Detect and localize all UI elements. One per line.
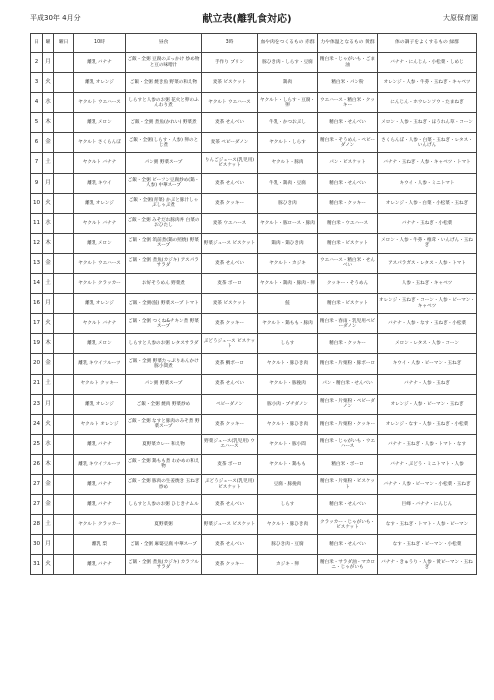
yellow-group-cell: 精白米・せんべい <box>318 173 378 193</box>
ten-snack-cell: ヤクルト オレンジ <box>74 414 126 434</box>
lunch-cell: ご飯・全粥 筑前煮(鶏の照焼) 野菜スープ <box>126 233 202 253</box>
day-cell: 21 <box>31 374 43 394</box>
snack-label-cell <box>54 474 74 494</box>
col-header-yellow-group: 力や体温となるもの 黄群 <box>318 34 378 53</box>
lunch-cell: ご飯・全粥 焼き魚 野菜の和え物 <box>126 73 202 93</box>
weekday-cell: 火 <box>43 314 54 334</box>
table-row <box>31 133 477 153</box>
yellow-group-cell: 精白米・じゃがいも・ごま油 <box>318 53 378 73</box>
weekday-cell: 月 <box>43 535 54 555</box>
table-row <box>31 294 477 314</box>
table-row <box>31 274 477 294</box>
snack-label-cell <box>54 535 74 555</box>
table-row <box>31 113 477 133</box>
three-snack-cell: 麦茶 せんべい <box>202 495 258 515</box>
red-group-cell: 豚ひき肉 <box>258 193 318 213</box>
red-group-cell: カジキ・卵 <box>258 555 318 575</box>
green-group-cell: バナナ・玉ねぎ・小松菜 <box>378 213 477 233</box>
day-cell: 24 <box>31 414 43 434</box>
red-group-cell: ヤクルト・鶏肉・豚肉・卵 <box>258 274 318 294</box>
lunch-cell: ご飯・全粥 煮魚(カジキ) カラフルサラダ <box>126 555 202 575</box>
lunch-cell: ご飯・全粥(しらす・人参) 卵のとじ煮 <box>126 133 202 153</box>
snack-label-cell <box>54 113 74 133</box>
red-group-cell: ヤクルト・鶏もも・豚肉 <box>258 314 318 334</box>
three-snack-cell: 麦茶 ビスケット <box>202 294 258 314</box>
green-group-cell: 人参・玉ねぎ・キャベツ <box>378 274 477 294</box>
snack-label-cell <box>54 93 74 113</box>
day-cell: 28 <box>31 515 43 535</box>
ten-snack-cell: 離乳 オレンジ <box>74 193 126 213</box>
day-cell: 5 <box>31 113 43 133</box>
snack-label-cell <box>54 495 74 515</box>
table-header-row <box>31 34 477 53</box>
green-group-cell: アスパラガス・レタス・人参・トマト <box>378 253 477 273</box>
weekday-cell: 金 <box>43 354 54 374</box>
snack-label-cell <box>54 394 74 414</box>
snack-label-cell <box>54 314 74 334</box>
green-group-cell: メロン・人参・牛蒡・椎茸・いんげん・玉ねぎ <box>378 233 477 253</box>
weekday-cell: 木 <box>43 454 54 474</box>
lunch-cell: ご飯・全粥 麻婆豆腐 中華スープ <box>126 535 202 555</box>
yellow-group-cell: 精白米・片栗粉・ペビーダノン <box>318 394 378 414</box>
page-header <box>0 10 494 26</box>
yellow-group-cell: ウエハース・精白米・クッキー <box>318 93 378 113</box>
weekday-cell: 水 <box>43 213 54 233</box>
green-group-cell: バナナ・人参・玉ねぎ <box>378 374 477 394</box>
snack-label-cell <box>54 555 74 575</box>
day-cell: 16 <box>31 294 43 314</box>
col-header-10am: 10時 <box>74 34 126 53</box>
ten-snack-cell: 離乳 バナナ <box>74 53 126 73</box>
weekday-cell: 木 <box>43 233 54 253</box>
green-group-cell: オレンジ・人参・白菜・小松菜・玉ねぎ <box>378 193 477 213</box>
snack-label-cell <box>54 173 74 193</box>
ten-snack-cell: ヤクルト クッキー <box>74 374 126 394</box>
red-group-cell: しらす <box>258 334 318 354</box>
day-cell: 9 <box>31 173 43 193</box>
red-group-cell: ヤクルト・鶏もも <box>258 454 318 474</box>
page-title: 献立表(離乳食対応) <box>202 14 292 25</box>
ten-snack-cell: ヤクルト クラッカー <box>74 274 126 294</box>
red-group-cell: 鮭 <box>258 294 318 314</box>
yellow-group-cell: 精白米・クッキー <box>318 193 378 213</box>
ten-snack-cell: 離乳 バナナ <box>74 474 126 494</box>
ten-snack-cell: 離乳 梨 <box>74 535 126 555</box>
col-header-weekday: 曜 <box>43 34 54 53</box>
snack-label-cell <box>54 414 74 434</box>
three-snack-cell: 麦茶 ペピーダノン <box>202 133 258 153</box>
lunch-cell: ご飯・全粥 ビーフン豆腐炒め(鶏・人参) 中華スープ <box>126 173 202 193</box>
ten-snack-cell: 離乳 キウイフルーツ <box>74 354 126 374</box>
day-cell: 27 <box>31 474 43 494</box>
table-row <box>31 213 477 233</box>
col-header-red-group: 血や肉をつくるもの 赤群 <box>258 34 318 53</box>
red-group-cell: ヤクルト・カジキ <box>258 253 318 273</box>
yellow-group-cell: 精白米・せんべい <box>318 535 378 555</box>
ten-snack-cell: ヤクルト バナナ <box>74 213 126 233</box>
day-cell: 4 <box>31 93 43 113</box>
three-snack-cell: 麦茶 クッキー <box>202 414 258 434</box>
table-row <box>31 555 477 575</box>
ten-snack-cell: 離乳 メロン <box>74 334 126 354</box>
yellow-group-cell: 精白米・ビスケット <box>318 233 378 253</box>
ten-snack-cell: ヤクルト ウエハース <box>74 253 126 273</box>
lunch-cell: しらすと人参のお粥 レタスサラダ <box>126 334 202 354</box>
red-group-cell: ヤクルト・しらす <box>258 133 318 153</box>
day-cell: 13 <box>31 253 43 273</box>
table-row <box>31 233 477 253</box>
table-row <box>31 253 477 273</box>
three-snack-cell: ヤクルト ウエハース <box>202 93 258 113</box>
red-group-cell: 牛乳・かつおぶし <box>258 113 318 133</box>
ten-snack-cell: ヤクルト バナナ <box>74 314 126 334</box>
red-group-cell: ヤクルト・しらす・豆腐・卵 <box>258 93 318 113</box>
green-group-cell: オレンジ・玉ねぎ・コーン・人参・ピーマン・キャベツ <box>378 294 477 314</box>
yellow-group-cell: 精白米・ウエハース <box>318 213 378 233</box>
day-cell: 6 <box>31 133 43 153</box>
ten-snack-cell: 離乳 メロン <box>74 113 126 133</box>
green-group-cell: キウイ・人参・ピーマン・玉ねぎ <box>378 354 477 374</box>
table-row <box>31 314 477 334</box>
day-cell: 30 <box>31 535 43 555</box>
table-row <box>31 334 477 354</box>
snack-label-cell <box>54 515 74 535</box>
green-group-cell: バナナ・玉ねぎ・人参・トマト・なす <box>378 434 477 454</box>
yellow-group-cell: 精白米・片栗粉・ビスケット <box>318 474 378 494</box>
yellow-group-cell: ウエハース・精白米・せんべい <box>318 253 378 273</box>
ten-snack-cell: 離乳 キウイフルーツ <box>74 454 126 474</box>
day-cell: 3 <box>31 73 43 93</box>
weekday-cell: 火 <box>43 414 54 434</box>
ten-snack-cell: ヤクルト ウエハース <box>74 93 126 113</box>
table-row <box>31 354 477 374</box>
three-snack-cell: ぶどうジュース(乳児用) ビスケット <box>202 474 258 494</box>
day-cell: 2 <box>31 53 43 73</box>
lunch-cell: 夏野菜カレー 和え物 <box>126 434 202 454</box>
day-cell: 11 <box>31 213 43 233</box>
red-group-cell: 豚ひき肉・しらす・豆腐 <box>258 53 318 73</box>
lunch-cell: ご飯・全粥(青菜) かぶと豚汁しゃぶしゃぶ煮 <box>126 193 202 213</box>
day-cell: 31 <box>31 555 43 575</box>
ten-snack-cell: 離乳 バナナ <box>74 495 126 515</box>
ten-snack-cell: 離乳 バナナ <box>74 555 126 575</box>
weekday-cell: 月 <box>43 173 54 193</box>
snack-label-cell <box>54 294 74 314</box>
green-group-cell: オレンジ・なす・人参・玉ねぎ・小松菜 <box>378 414 477 434</box>
table-row <box>31 414 477 434</box>
ten-snack-cell: 離乳 キウイ <box>74 173 126 193</box>
green-group-cell: オレンジ・人参・牛蒡・玉ねぎ・キャベツ <box>378 73 477 93</box>
table-row <box>31 73 477 93</box>
snack-label-cell <box>54 374 74 394</box>
table-row <box>31 374 477 394</box>
table-row <box>31 454 477 474</box>
day-cell: 26 <box>31 454 43 474</box>
lunch-cell: ご飯・全粥 煮魚(かれい) 野菜煮 <box>126 113 202 133</box>
three-snack-cell: ペピーダノン <box>202 394 258 414</box>
col-header-3pm: 3時 <box>202 34 258 53</box>
yellow-group-cell: 精白米・せんべい <box>318 113 378 133</box>
day-cell: 27 <box>31 495 43 515</box>
ten-snack-cell: ヤクルト さくらんぼ <box>74 133 126 153</box>
three-snack-cell: 麦茶 せんべい <box>202 173 258 193</box>
yellow-group-cell: 精白米・そうめん・ペビーダノン <box>318 133 378 153</box>
snack-label-cell <box>54 334 74 354</box>
ten-snack-cell: 離乳 メロン <box>74 233 126 253</box>
yellow-group-cell: 精白米・クッキー <box>318 334 378 354</box>
three-snack-cell: 麦茶 せんべい <box>202 113 258 133</box>
red-group-cell: ヤクルト・豚ロース・豚肉 <box>258 213 318 233</box>
yellow-group-cell: パン・精白米・せんべい <box>318 374 378 394</box>
yellow-group-cell: 精白米・せんべい <box>318 495 378 515</box>
ten-snack-cell: ヤクルト クラッカー <box>74 515 126 535</box>
snack-label-cell <box>54 274 74 294</box>
three-snack-cell: りんごジュース(乳児用) ビスケット <box>202 153 258 173</box>
red-group-cell: ヤクルト・豚挽肉 <box>258 374 318 394</box>
snack-label-cell <box>54 193 74 213</box>
lunch-cell: しらすと人参のお粥 ひじきナムル <box>126 495 202 515</box>
green-group-cell: なす・玉ねぎ・ピーマン・小松菜 <box>378 535 477 555</box>
ten-snack-cell: 離乳 オレンジ <box>74 394 126 414</box>
red-group-cell: 鶏肉 <box>258 73 318 93</box>
weekday-cell: 木 <box>43 113 54 133</box>
lunch-cell: ご飯・全粥(鮭) 野菜スープ トマト <box>126 294 202 314</box>
lunch-cell: しらすと人参のお粥 花火と卵のふんわり煮 <box>126 93 202 113</box>
school-name: 大原保育園 <box>443 14 478 22</box>
weekday-cell: 水 <box>43 434 54 454</box>
lunch-cell: ご飯・全粥 みそだれ豚肉丼 白菜のおひたし <box>126 213 202 233</box>
yellow-group-cell: 精白米・パン粉 <box>318 73 378 93</box>
day-cell: 23 <box>31 394 43 414</box>
lunch-cell: ご飯・全粥 豚肉の生姜焼き 玉ねぎ炒め <box>126 474 202 494</box>
ten-snack-cell: 離乳 バナナ <box>74 434 126 454</box>
green-group-cell: キウイ・人参・ミニトマト <box>378 173 477 193</box>
red-group-cell: 牛乳・鶏肉・豆腐 <box>258 173 318 193</box>
three-snack-cell: 麦茶 ウエハース <box>202 213 258 233</box>
weekday-cell: 火 <box>43 73 54 93</box>
lunch-cell: ご飯・全粥 なすと豚肉のみそ煮 野菜スープ <box>126 414 202 434</box>
snack-label-cell <box>54 454 74 474</box>
snack-label-cell <box>54 354 74 374</box>
three-snack-cell: 麦茶 せんべい <box>202 374 258 394</box>
three-snack-cell: 麦茶 ボーロ <box>202 454 258 474</box>
ten-snack-cell: 離乳 オレンジ <box>74 73 126 93</box>
lunch-cell: ご飯・全粥 つくね&チキン煮 野菜スープ <box>126 314 202 334</box>
snack-label-cell <box>54 53 74 73</box>
weekday-cell: 金 <box>43 253 54 273</box>
table-row <box>31 515 477 535</box>
day-cell: 25 <box>31 434 43 454</box>
table-row <box>31 153 477 173</box>
red-group-cell: 豚小肉・プチダノン <box>258 394 318 414</box>
weekday-cell: 土 <box>43 374 54 394</box>
menu-table <box>30 33 477 575</box>
table-row <box>31 173 477 193</box>
three-snack-cell: 手作り プリン <box>202 53 258 73</box>
table-row <box>31 535 477 555</box>
green-group-cell: にんじん・ホウレンソウ・たまねぎ <box>378 93 477 113</box>
red-group-cell: ヤクルト・豚小間 <box>258 434 318 454</box>
table-row <box>31 394 477 414</box>
ten-snack-cell: ヤクルト バナナ <box>74 153 126 173</box>
day-cell: 17 <box>31 314 43 334</box>
weekday-cell: 金 <box>43 133 54 153</box>
lunch-cell: お好そうめん 野菜煮 <box>126 274 202 294</box>
three-snack-cell: 野菜ジュース ビスケット <box>202 233 258 253</box>
yellow-group-cell: 精白米・ビスケット <box>318 294 378 314</box>
green-group-cell: さくらんぼ・人参・白菜・玉ねぎ・レタス・いんげん <box>378 133 477 153</box>
weekday-cell: 土 <box>43 274 54 294</box>
yellow-group-cell: 精白米・春雨・乳児用ペビーダノン <box>318 314 378 334</box>
day-cell: 19 <box>31 334 43 354</box>
weekday-cell: 土 <box>43 515 54 535</box>
ten-snack-cell: 離乳 オレンジ <box>74 294 126 314</box>
red-group-cell: ヤクルト・豚ひき肉 <box>258 354 318 374</box>
snack-label-cell <box>54 233 74 253</box>
day-cell: 12 <box>31 233 43 253</box>
day-cell: 7 <box>31 153 43 173</box>
yellow-group-cell: 精白米・サラダ油・マカロニ・じゃがいも <box>318 555 378 575</box>
day-cell: 20 <box>31 354 43 374</box>
snack-label-cell <box>54 253 74 273</box>
red-group-cell: 豚ひき肉・豆腐 <box>258 535 318 555</box>
green-group-cell: バナナ・人参・ピーマン・小松菜・玉ねぎ <box>378 474 477 494</box>
red-group-cell: ヤクルト・豚ひき肉 <box>258 515 318 535</box>
day-cell: 14 <box>31 274 43 294</box>
yellow-group-cell: 精白米・片栗粉・豚ボーロ <box>318 354 378 374</box>
snack-label-cell <box>54 213 74 233</box>
three-snack-cell: 麦茶 ビスケット <box>202 73 258 93</box>
green-group-cell: メロン・レタス・人参・コーン <box>378 334 477 354</box>
yellow-group-cell: 精白米・ボーロ <box>318 454 378 474</box>
yellow-group-cell: 精白米・片栗粉・クッキー <box>318 414 378 434</box>
three-snack-cell: 野菜ジュース ビスケット <box>202 515 258 535</box>
three-snack-cell: 麦茶 クッキー <box>202 193 258 213</box>
three-snack-cell: 麦茶 クッキー <box>202 555 258 575</box>
green-group-cell: バナナ・ぶどう・ミニトマト・人参 <box>378 454 477 474</box>
lunch-cell: ご飯・全粥 鶏もも煮 わかめの和え物 <box>126 454 202 474</box>
table-row <box>31 53 477 73</box>
red-group-cell: ヤクルト・豚ひき肉 <box>258 414 318 434</box>
yellow-group-cell: 精白米・じゃがいも・ウエハース <box>318 434 378 454</box>
table-row <box>31 193 477 213</box>
day-cell: 10 <box>31 193 43 213</box>
col-header-green-group: 体の調子をよくするもの 緑群 <box>378 34 477 53</box>
three-snack-cell: 麦茶 鯛ボーロ <box>202 354 258 374</box>
red-group-cell: 鶏肉・鶏ひき肉 <box>258 233 318 253</box>
green-group-cell: メロン・人参・玉ねぎ・ほうれん草・コーン <box>378 113 477 133</box>
yellow-group-cell: クッキー・そうめん <box>318 274 378 294</box>
lunch-cell: ご飯・全粥 焼肉 野菜炒め <box>126 394 202 414</box>
date-label: 平成30年 4月分 <box>30 14 81 22</box>
red-group-cell: しらす <box>258 495 318 515</box>
weekday-cell: 土 <box>43 153 54 173</box>
green-group-cell: なす・玉ねぎ・トマト・人参・ピーマン <box>378 515 477 535</box>
weekday-cell: 火 <box>43 555 54 575</box>
red-group-cell: ヤクルト・豚肉 <box>258 153 318 173</box>
green-group-cell: 巨峰・バナナ・にんじん <box>378 495 477 515</box>
snack-label-cell <box>54 133 74 153</box>
weekday-cell: 金 <box>43 495 54 515</box>
col-header-snack-label: 曜日 <box>54 34 74 53</box>
weekday-cell: 木 <box>43 334 54 354</box>
col-header-day: 日 <box>31 34 43 53</box>
table-row <box>31 474 477 494</box>
yellow-group-cell: パン・ビスケット <box>318 153 378 173</box>
table-row <box>31 495 477 515</box>
three-snack-cell: 麦茶 せんべい <box>202 535 258 555</box>
lunch-cell: ご飯・全粥 煮魚(カジキ) アスパラサラダ <box>126 253 202 273</box>
green-group-cell: バナナ・きゅうり・人参・黄ピーマン・玉ねぎ <box>378 555 477 575</box>
green-group-cell: バナナ・人参・なす・玉ねぎ・小松菜 <box>378 314 477 334</box>
three-snack-cell: ぶどうジュース ビスケット <box>202 334 258 354</box>
three-snack-cell: 野菜ジュース(乳児用) ウエハース <box>202 434 258 454</box>
lunch-cell: 夏野菜粥 <box>126 515 202 535</box>
lunch-cell: パン粥 野菜スープ <box>126 374 202 394</box>
col-header-lunch: 昼食 <box>126 34 202 53</box>
red-group-cell: 豆腐・豚挽肉 <box>258 474 318 494</box>
lunch-cell: ご飯・全粥 野菜たっぷりあんかけ 豚小間煮 <box>126 354 202 374</box>
green-group-cell: オレンジ・人参・ピーマン・玉ねぎ <box>378 394 477 414</box>
weekday-cell: 月 <box>43 394 54 414</box>
snack-label-cell <box>54 73 74 93</box>
weekday-cell: 月 <box>43 53 54 73</box>
weekday-cell: 月 <box>43 294 54 314</box>
table-row <box>31 434 477 454</box>
lunch-cell: パン粥 野菜スープ <box>126 153 202 173</box>
yellow-group-cell: クラッカー・じゃがいも・ビスケット <box>318 515 378 535</box>
green-group-cell: バナナ・玉ねぎ・人参・キャベツ・トマト <box>378 153 477 173</box>
three-snack-cell: 麦茶 クッキー <box>202 314 258 334</box>
weekday-cell: 水 <box>43 93 54 113</box>
three-snack-cell: 麦茶 せんべい <box>202 253 258 273</box>
snack-label-cell <box>54 153 74 173</box>
green-group-cell: バナナ・にんじん・小松菜・しめじ <box>378 53 477 73</box>
weekday-cell: 火 <box>43 193 54 213</box>
snack-label-cell <box>54 434 74 454</box>
three-snack-cell: 麦茶 ボーロ <box>202 274 258 294</box>
lunch-cell: ご飯・全粥 豆腐のぶっかけ 炒め物と豆の味噌汁 <box>126 53 202 73</box>
table-row <box>31 93 477 113</box>
weekday-cell: 金 <box>43 474 54 494</box>
